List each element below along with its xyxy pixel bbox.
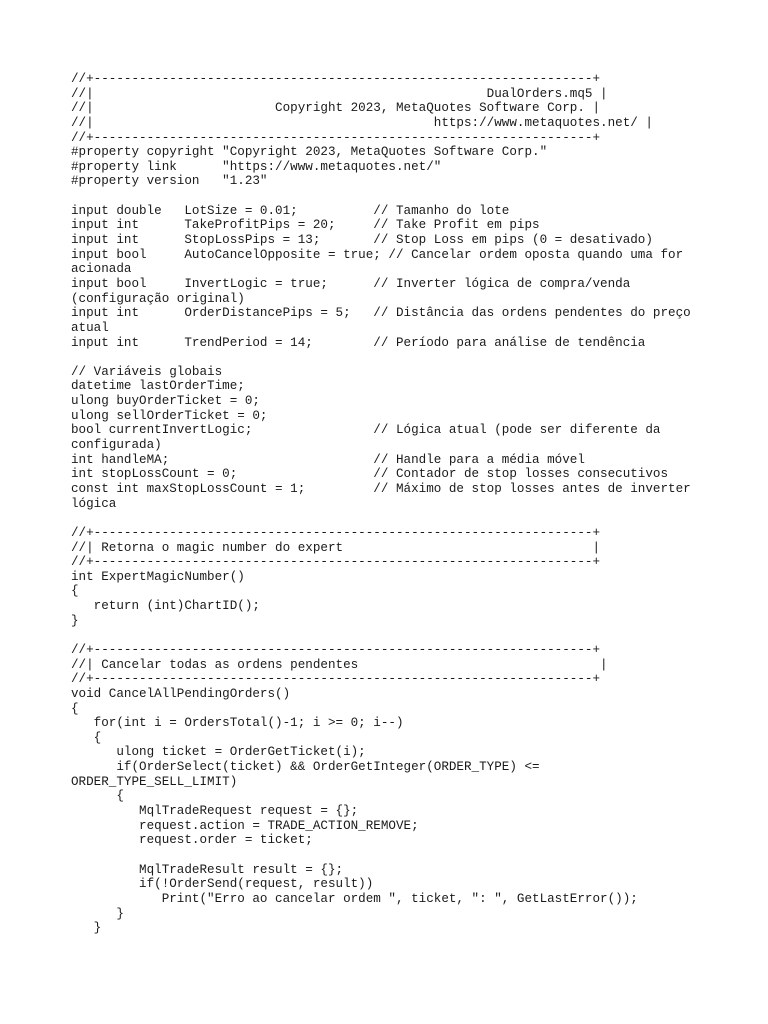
code-line: #property link "https://www.metaquotes.net/" [71, 159, 442, 174]
code-line: return (int)ChartID(); [71, 599, 260, 614]
code-line: request.order = ticket; [71, 833, 313, 848]
code-line: ORDER_TYPE_SELL_LIMIT) [71, 774, 238, 789]
code-line: (configuração original) [71, 291, 245, 306]
code-line: int handleMA; // Handle para a média móvel [71, 452, 585, 467]
code-line: void CancelAllPendingOrders() [71, 686, 291, 701]
code-line: lógica [71, 496, 117, 511]
code-line: if(!OrderSend(request, result)) [71, 877, 374, 892]
code-line: { [71, 789, 124, 804]
code-line: datetime lastOrderTime; [71, 379, 245, 394]
code-line: ulong sellOrderTicket = 0; [71, 408, 268, 423]
code-line: //| Retorna o magic number do expert | [71, 540, 601, 555]
code-line: const int maxStopLossCount = 1; // Máximo de stop losses antes de inverter [71, 481, 691, 496]
code-line: bool currentInvertLogic; // Lógica atual (pode ser diferente da [71, 423, 661, 438]
code-line: int ExpertMagicNumber() [71, 569, 245, 584]
code-line: //| Cancelar todas as ordens pendentes | [71, 657, 608, 672]
code-line: configurada) [71, 438, 162, 453]
code-line: acionada [71, 262, 132, 277]
code-line: //| Copyright 2023, MetaQuotes Software Corp. | [71, 101, 601, 116]
code-line [71, 350, 711, 365]
code-line: } [71, 921, 102, 936]
code-line: { [71, 701, 79, 716]
code-line: #property copyright "Copyright 2023, MetaQuotes Software Corp." [71, 145, 548, 160]
code-line: //+------------------------------------------------------------------+ [71, 555, 601, 570]
code-line: //+------------------------------------------------------------------+ [71, 525, 601, 540]
code-line: request.action = TRADE_ACTION_REMOVE; [71, 818, 419, 833]
code-line: #property version "1.23" [71, 174, 268, 189]
code-line: int stopLossCount = 0; // Contador de stop losses consecutivos [71, 467, 669, 482]
code-line [71, 511, 711, 526]
code-line: input int StopLossPips = 13; // Stop Loss em pips (0 = desativado) [71, 233, 653, 248]
code-line: //+------------------------------------------------------------------+ [71, 672, 601, 687]
code-line: atual [71, 320, 109, 335]
code-line: // Variáveis globais [71, 364, 223, 379]
code-line [71, 628, 711, 643]
code-line [71, 848, 711, 863]
code-line: MqlTradeRequest request = {}; [71, 804, 359, 819]
code-line: ulong ticket = OrderGetTicket(i); [71, 745, 366, 760]
code-line: input bool AutoCancelOpposite = true; // Cancelar ordem oposta quando uma for [71, 247, 684, 262]
code-line: input int TrendPeriod = 14; // Período para análise de tendência [71, 335, 646, 350]
code-line: //+------------------------------------------------------------------+ [71, 130, 601, 145]
code-line: input double LotSize = 0.01; // Tamanho do lote [71, 203, 510, 218]
code-document [71, 72, 711, 936]
code-line: { [71, 584, 79, 599]
code-line: input int TakeProfitPips = 20; // Take Profit em pips [71, 218, 540, 233]
code-line: } [71, 613, 79, 628]
code-line: //| https://www.metaquotes.net/ | [71, 115, 653, 130]
code-line: //| DualOrders.mq5 | [71, 86, 608, 101]
code-line: ulong buyOrderTicket = 0; [71, 394, 260, 409]
code-line: //+------------------------------------------------------------------+ [71, 72, 601, 86]
code-line: input int OrderDistancePips = 5; // Distância das ordens pendentes do preço [71, 306, 691, 321]
code-line: { [71, 730, 102, 745]
code-line: if(OrderSelect(ticket) && OrderGetInteger(ORDER_TYPE) <= [71, 760, 540, 775]
code-line [71, 189, 711, 204]
code-line: } [71, 906, 124, 921]
code-line: //+------------------------------------------------------------------+ [71, 642, 601, 657]
code-line: Print("Erro ao cancelar ordem ", ticket, ": ", GetLastError()); [71, 891, 638, 906]
code-line: input bool InvertLogic = true; // Inverter lógica de compra/venda [71, 276, 631, 291]
code-line: for(int i = OrdersTotal()-1; i >= 0; i--) [71, 716, 404, 731]
code-line: MqlTradeResult result = {}; [71, 862, 344, 877]
